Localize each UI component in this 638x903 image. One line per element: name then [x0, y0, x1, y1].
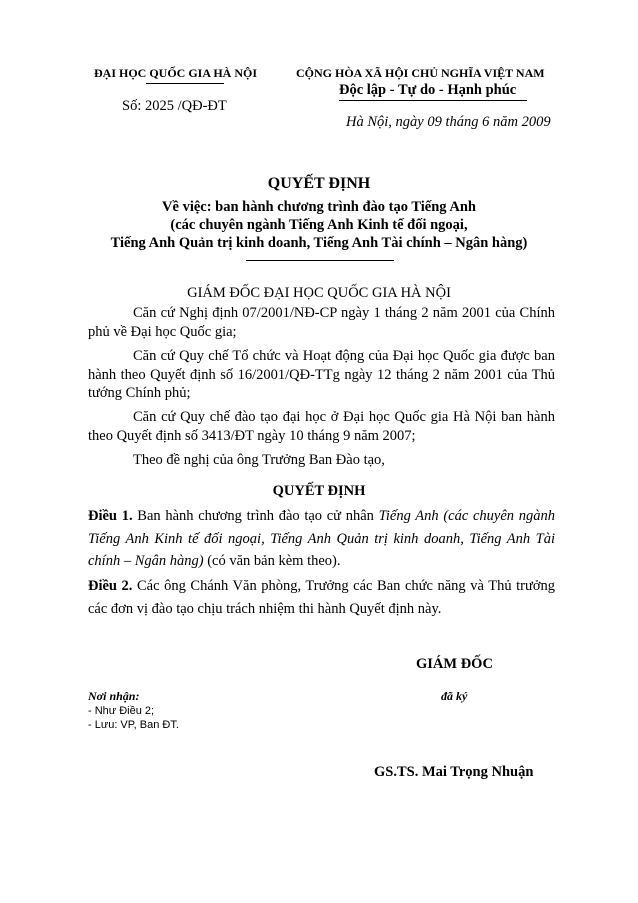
legal-basis-1: Căn cứ Nghị định 07/2001/NĐ-CP ngày 1 tháng 2 năm 2001 của Chính phủ về Đại học Quốc gia;	[88, 305, 555, 340]
recipients-label: Nơi nhận:	[88, 689, 140, 703]
issuing-authority: GIÁM ĐỐC ĐẠI HỌC QUỐC GIA HÀ NỘI	[187, 285, 451, 301]
organization-underline	[146, 83, 224, 84]
recipient-item: - Lưu: VP, Ban ĐT.	[88, 719, 179, 731]
title-divider	[246, 260, 394, 261]
signed-note: đã ký	[441, 689, 468, 703]
signer-name: GS.TS. Mai Trọng Nhuận	[374, 764, 534, 780]
article-2	[88, 575, 555, 620]
subject-line-3: Tiếng Anh Quản trị kinh doanh, Tiếng Anh Tài chính – Ngân hàng)	[110, 235, 528, 251]
organization-name: ĐẠI HỌC QUỐC GIA HÀ NỘI	[94, 66, 258, 80]
recipient-item: - Như Điều 2;	[88, 705, 155, 717]
nation-name: CỘNG HÒA XÃ HỘI CHỦ NGHĨA VIỆT NAM	[296, 66, 545, 80]
motto-underline	[339, 100, 527, 101]
subject-line-2: (các chuyên ngành Tiếng Anh Kinh tế đối ngoại,	[170, 217, 468, 233]
signature-title: GIÁM ĐỐC	[416, 656, 493, 672]
national-motto: Độc lập - Tự do - Hạnh phúc	[339, 82, 517, 98]
article-1-label: Điều 1.	[88, 508, 133, 524]
article-2-text: Các ông Chánh Văn phòng, Trưởng các Ban chức năng và Thủ trưởng các đơn vị đào tạo chịu trách nhiệm thi hành Quyết định này.	[88, 578, 556, 617]
legal-basis-3: Căn cứ Quy chế đào tạo đại học ở Đại học Quốc gia Hà Nội ban hành theo Quyết định số 3413/ĐT ngày 10 tháng 9 năm 2007;	[88, 409, 555, 444]
legal-basis-2: Căn cứ Quy chế Tổ chức và Hoạt động của Đại học Quốc gia được ban hành theo Quyết định số 16/2001/QĐ-TTg ngày 12 tháng 2 năm 2001 của Thủ tướng Chính phủ;	[88, 348, 555, 401]
decision-heading: QUYẾT ĐỊNH	[272, 483, 366, 499]
proposal-basis: Theo đề nghị của ông Trưởng Ban Đào tạo,	[133, 452, 385, 468]
document-number: Số: 2025 /QĐ-ĐT	[122, 98, 227, 114]
document-title: QUYẾT ĐỊNH	[267, 175, 371, 192]
article-1	[88, 505, 555, 573]
article-1-text-before: Ban hành chương trình đào tạo cử nhân	[132, 508, 379, 524]
dateline: Hà Nội, ngày 09 tháng 6 năm 2009	[346, 114, 551, 130]
article-2-label: Điều 2.	[88, 578, 133, 594]
article-1-text-after: (có văn bản kèm theo).	[203, 553, 341, 569]
article-1-program-name: Tiếng Anh (các chuyên ngành Tiếng Anh Kinh tế đối ngoại, Tiếng Anh Quản trị kinh doanh, Tiếng Anh Tài chính – Ngân hàng)	[88, 508, 555, 569]
subject-line-1: Về việc: ban hành chương trình đào tạo Tiếng Anh	[162, 199, 476, 215]
